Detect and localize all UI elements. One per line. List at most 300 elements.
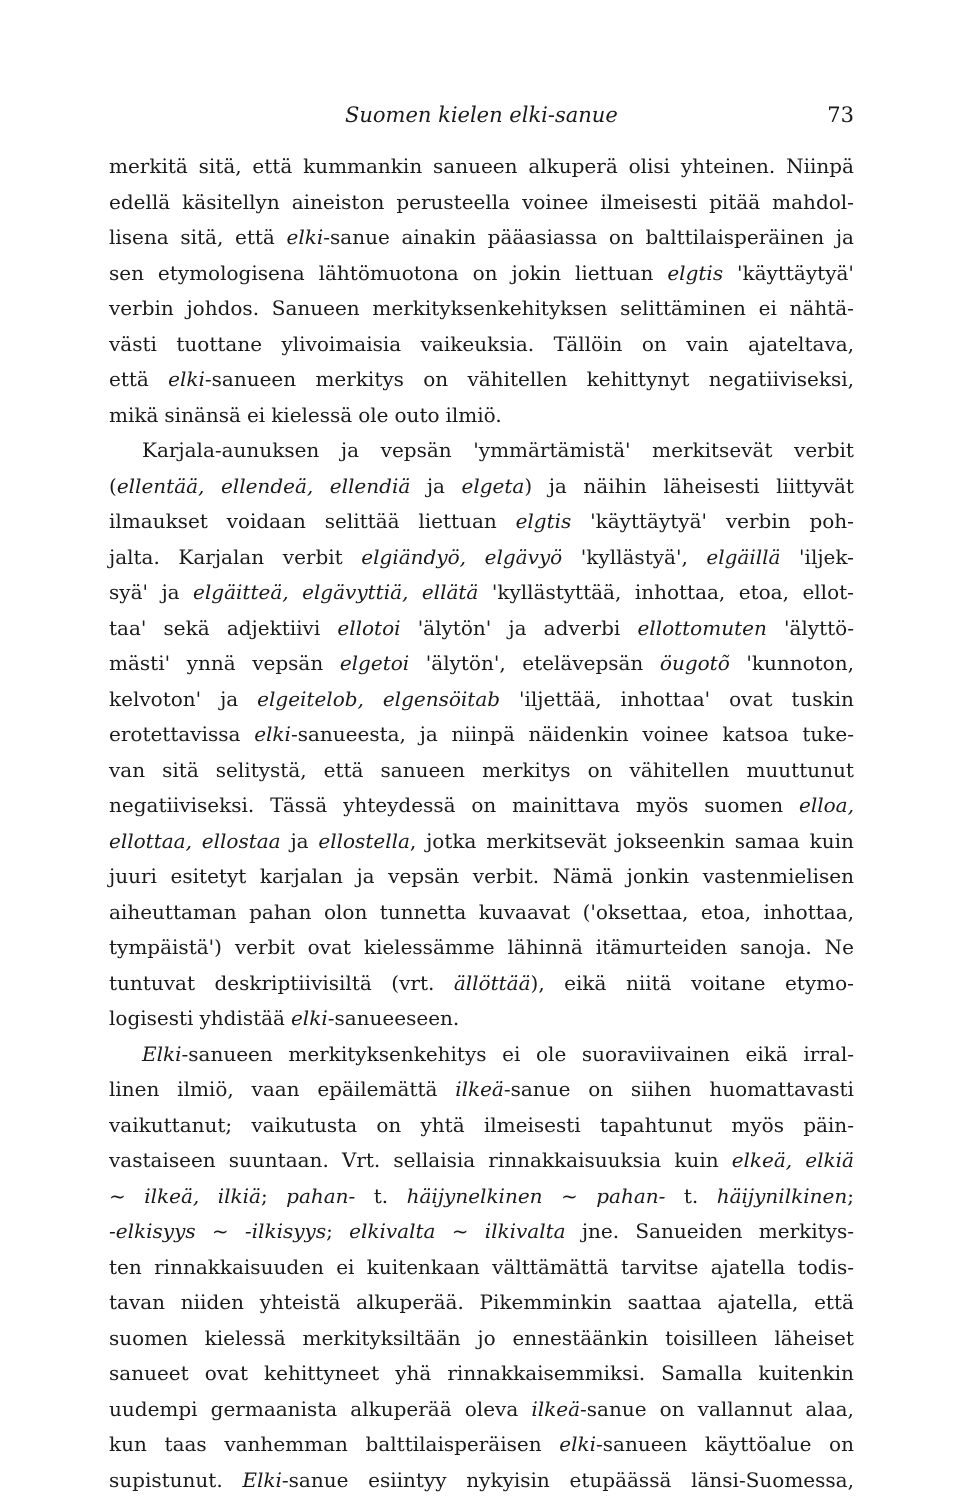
word: perusteella	[396, 189, 511, 214]
word: inhottaa,	[634, 580, 726, 604]
word-part: elki	[559, 1432, 596, 1456]
word: yhtä	[420, 1112, 465, 1137]
word: elgävyö	[484, 544, 563, 569]
word: länsi-Suomessa,	[691, 1467, 854, 1492]
text-line	[109, 185, 854, 221]
word-part: ),	[530, 970, 545, 995]
running-title: Suomen kielen elki-sanue	[345, 103, 618, 127]
word: vaikutusta	[251, 1112, 358, 1137]
word: tuskin	[791, 686, 854, 711]
word: samaa	[734, 828, 800, 853]
word: verbit.	[472, 864, 540, 888]
word-part: (	[109, 473, 117, 498]
word: uudempi	[109, 1396, 198, 1421]
word: 'kyllästyä',	[580, 544, 688, 569]
word: yhdistää	[199, 1006, 285, 1030]
text-line	[109, 504, 854, 540]
word: vastenmielisen	[702, 864, 854, 888]
word: 'käyttäytyä'	[737, 260, 854, 285]
word: etymo-	[784, 970, 854, 995]
word: ellottaa,	[109, 828, 192, 853]
word: että	[814, 1290, 854, 1314]
word: läheiset	[774, 1325, 854, 1350]
word: pitää	[709, 189, 761, 214]
word: merkityksiltään	[302, 1325, 461, 1350]
word: t.	[683, 1183, 699, 1208]
word: germaanista	[210, 1396, 338, 1421]
word: ei	[758, 296, 777, 320]
word: Niinpä	[786, 154, 854, 178]
word: ellendeä,	[220, 473, 314, 498]
word	[717, 1179, 854, 1215]
word: merkityksenkehitys	[288, 1041, 487, 1066]
word: Karjalan	[178, 544, 265, 569]
text-line	[109, 859, 854, 895]
text-line	[109, 540, 854, 576]
word: ja	[508, 615, 527, 640]
word: lähtömuotona	[318, 260, 459, 285]
word: ei	[336, 1254, 355, 1279]
word: on	[471, 793, 497, 817]
word: selittää	[324, 509, 400, 533]
word-part: häijynilkinen	[716, 1183, 848, 1208]
word: etupäässä	[569, 1467, 672, 1492]
word-part: ;	[847, 1183, 854, 1208]
word: juuri	[109, 864, 157, 888]
text-line	[109, 824, 854, 860]
word: nykyisin	[466, 1467, 550, 1492]
word: elgäitteä,	[193, 580, 289, 604]
word: oleva	[464, 1396, 519, 1421]
word: huomattavasti	[709, 1077, 854, 1101]
word: ~	[561, 1183, 578, 1208]
word: deskriptiivisiltä	[214, 970, 372, 995]
word: Sanueiden	[635, 1219, 743, 1243]
word: vanhemman	[224, 1432, 348, 1456]
word: on	[423, 367, 449, 391]
word	[559, 1427, 687, 1463]
word: myös	[731, 1112, 784, 1137]
word: jne.	[581, 1219, 620, 1243]
word: muuttunut	[746, 757, 854, 782]
word: esitetyt	[170, 864, 247, 888]
word: elkivalta	[349, 1219, 436, 1243]
word: todis-	[797, 1254, 854, 1279]
word	[168, 362, 296, 398]
word-part: )	[524, 473, 533, 498]
word: elgtis	[515, 509, 572, 533]
word-part: elki	[290, 1006, 328, 1030]
word: sitä,	[198, 154, 242, 178]
text-line	[109, 1037, 854, 1073]
text-line	[109, 291, 854, 327]
word: katsoa	[722, 722, 789, 746]
word: Samalla	[661, 1361, 743, 1385]
word: aiheuttaman	[109, 899, 237, 924]
word: elloa,	[799, 793, 854, 817]
word: tavan	[109, 1290, 166, 1314]
word: selittäminen	[620, 296, 746, 320]
text-line	[109, 398, 854, 434]
word-part: -sanueen	[181, 1041, 273, 1066]
word: karjalan	[259, 864, 343, 888]
word	[242, 1463, 348, 1499]
word: sanueen	[380, 757, 466, 782]
word: että	[252, 154, 293, 178]
word: ja	[161, 580, 180, 604]
word: 'älytön'	[417, 615, 492, 640]
word	[531, 1392, 646, 1428]
word: ajateltava,	[748, 331, 854, 356]
word: jokseenkin	[616, 828, 725, 853]
word: jotka	[426, 828, 477, 853]
word: kuvaavat	[478, 899, 571, 924]
word-part: ilkeä	[531, 1396, 581, 1421]
word: kuin	[674, 1148, 719, 1172]
word: kummankin	[303, 154, 423, 178]
word: elgtis	[667, 260, 724, 285]
text-line	[109, 1427, 854, 1463]
word: elkeä,	[731, 1148, 793, 1172]
text-line	[109, 1072, 854, 1108]
word: pääasiassa	[487, 225, 598, 249]
word: häijynelkinen	[406, 1183, 543, 1208]
word: ellotoi	[337, 615, 401, 640]
text-line	[109, 575, 854, 611]
word: mahdol-	[772, 189, 854, 214]
word: ja	[548, 473, 567, 498]
word-part: -sanue	[323, 225, 390, 249]
word: on	[587, 757, 613, 782]
word: jalta.	[109, 544, 160, 569]
word-part: ellentää,	[116, 473, 205, 498]
text-line	[109, 433, 854, 469]
word: itämurteiden	[595, 935, 728, 959]
text-line	[109, 362, 854, 398]
word: että	[109, 367, 149, 391]
word: Sanueen	[271, 296, 360, 320]
word: aineiston	[291, 189, 385, 214]
word	[254, 717, 406, 753]
word: ainakin	[401, 225, 476, 249]
word: ilkivalta	[484, 1219, 566, 1243]
word: vepsän	[388, 864, 460, 888]
word: merkitys-	[758, 1219, 854, 1243]
text-line	[109, 682, 854, 718]
text-line	[109, 1001, 854, 1037]
word: ovat	[307, 935, 351, 959]
word: käsitellyn	[182, 189, 280, 214]
word: yhteydessä	[343, 793, 456, 817]
word-part: ;	[326, 1219, 333, 1243]
word: ja	[356, 864, 375, 888]
word: ole	[536, 1041, 567, 1066]
word: on	[376, 1112, 402, 1137]
text-line	[109, 327, 854, 363]
word: vepsän	[252, 651, 324, 675]
word: adverbi	[543, 615, 621, 640]
word: vallannut	[697, 1396, 793, 1421]
word: vastaiseen	[109, 1148, 216, 1172]
word: (vrt.	[391, 970, 435, 995]
word: johdos.	[186, 296, 260, 320]
word-part: Elki	[242, 1467, 282, 1492]
word	[218, 1179, 268, 1215]
word: verbin	[725, 509, 791, 533]
text-line	[109, 1179, 854, 1215]
word: elgensöitab	[382, 686, 501, 711]
word: ja	[835, 225, 854, 249]
word: välttämättä	[492, 1254, 609, 1279]
word: elgävyttiä,	[302, 580, 409, 604]
word: vain	[686, 331, 729, 356]
word: 'älyttö-	[783, 615, 854, 640]
word: ynnä	[186, 651, 236, 675]
word: kun	[109, 1432, 147, 1456]
word	[245, 1214, 333, 1250]
word: verbit	[282, 544, 343, 569]
word: kielessä	[271, 402, 353, 427]
word: merkitys	[315, 367, 404, 391]
word-part: -sanueesta,	[290, 722, 406, 746]
word: mikä	[109, 402, 159, 427]
word: jo	[477, 1325, 496, 1350]
word: merkitys	[482, 757, 571, 782]
word: lisena	[109, 225, 169, 249]
word-part: elki	[168, 367, 205, 391]
word: etoa,	[700, 899, 752, 924]
word-part: elki	[254, 722, 291, 746]
text-line	[109, 1143, 854, 1179]
word: negatiiviseksi,	[708, 367, 854, 391]
word	[142, 1037, 273, 1073]
word-part: -ilkisyys	[244, 1219, 327, 1243]
word: Tässä	[270, 793, 328, 817]
word: esiintyy	[368, 1467, 447, 1492]
word: olisi	[628, 154, 671, 178]
word: saattaa	[627, 1290, 702, 1314]
word: verbin	[109, 296, 174, 320]
word: verbit	[234, 935, 295, 959]
word: elkiä	[805, 1148, 854, 1172]
word: etelävepsän	[522, 651, 644, 675]
page-number: 73	[827, 103, 854, 127]
word: öugotõ	[659, 651, 730, 675]
word: eikä	[564, 970, 607, 995]
word: edellä	[109, 189, 171, 214]
word: inhottaa'	[620, 686, 711, 711]
word-part: ilkeä	[455, 1077, 504, 1101]
word: rinnakkaisuuden	[154, 1254, 324, 1279]
word: voitane	[691, 970, 766, 995]
body-text	[109, 149, 854, 1498]
word-part: elgeta	[461, 473, 525, 498]
word: on	[659, 1396, 685, 1421]
word: kuin	[809, 828, 854, 853]
word	[109, 469, 204, 505]
word: käyttöalue	[704, 1432, 812, 1456]
word: merkitsevät	[652, 438, 773, 462]
word-part: elki	[286, 225, 324, 249]
word-part: -sanue	[580, 1396, 647, 1421]
word: ilmiö.	[445, 402, 502, 427]
word-part: ilkiä	[217, 1183, 261, 1208]
word: niiden	[180, 1290, 244, 1314]
word: niitä	[625, 970, 672, 995]
word: ellot-	[802, 580, 854, 604]
word: Karjala-aunuksen	[142, 438, 320, 462]
text-line	[109, 1463, 854, 1499]
word: merkitsevät	[486, 828, 607, 853]
word: logisesti	[109, 1006, 194, 1030]
word: kehittyneet	[264, 1361, 380, 1385]
word	[455, 1072, 570, 1108]
word: yhä	[395, 1361, 432, 1385]
text-line	[109, 1250, 854, 1286]
text-line	[109, 256, 854, 292]
word: ennestäänkin	[512, 1325, 649, 1350]
word: mästi'	[109, 651, 171, 675]
word: näidenkin	[528, 722, 629, 746]
word: vähitellen	[629, 757, 730, 782]
word: kehittynyt	[586, 367, 690, 391]
word-part: -sanue	[503, 1077, 571, 1101]
word: näihin	[583, 473, 647, 498]
word: erotettavissa	[109, 722, 241, 746]
word: ei	[246, 402, 266, 427]
book-page	[109, 0, 854, 1501]
text-line	[109, 1108, 854, 1144]
word: ilkeä,	[144, 1183, 200, 1208]
word: kelvoton'	[109, 686, 202, 711]
word: sellaisia	[393, 1148, 476, 1172]
word-part: ;	[260, 1183, 268, 1208]
word: ei	[502, 1041, 521, 1066]
word	[462, 469, 533, 505]
word: 'ymmärtämistä'	[473, 438, 631, 462]
word: ~	[211, 1219, 229, 1243]
word: Vrt.	[341, 1148, 381, 1172]
word: 'iljek-	[799, 544, 854, 569]
word: balttilaisperäisen	[365, 1432, 542, 1456]
word: supistunut.	[109, 1467, 223, 1492]
word: olon	[323, 899, 368, 924]
word: t.	[373, 1183, 389, 1208]
word: alkuperää	[350, 1396, 452, 1421]
word: ovat	[729, 686, 773, 711]
word: ja	[426, 473, 445, 498]
word: ylivoimaisia	[281, 331, 402, 356]
word: ellostaa	[201, 828, 281, 853]
word: etymologisena	[157, 260, 305, 285]
running-header	[109, 100, 854, 130]
word: elgäillä	[706, 544, 781, 569]
text-line	[109, 895, 854, 931]
word-part: -sanueen	[204, 367, 297, 391]
word: poh-	[809, 509, 854, 533]
word	[454, 966, 545, 1002]
word: adjektiivi	[226, 615, 321, 640]
word: että	[235, 225, 275, 249]
word: ajatella,	[717, 1290, 799, 1314]
word: sen	[109, 260, 144, 285]
word-part: -sanueen	[596, 1432, 688, 1456]
word: vepsän	[380, 438, 452, 462]
word: Nämä	[552, 864, 614, 888]
word: 'kunnoton,	[746, 651, 854, 675]
word: tuntuvat	[109, 970, 195, 995]
word: västi	[109, 331, 157, 356]
word	[318, 824, 416, 860]
word: ilmiö,	[177, 1077, 234, 1101]
word-part: Elki	[142, 1041, 182, 1066]
text-line	[109, 1285, 854, 1321]
word: Tällöin	[553, 331, 623, 356]
word: yhteistä	[259, 1290, 341, 1314]
word: on	[472, 260, 498, 285]
word: liettuan	[418, 509, 497, 533]
word: epäilemättä	[317, 1077, 438, 1101]
word: ovat	[204, 1361, 248, 1385]
word: ~	[109, 1183, 126, 1208]
text-line	[109, 149, 854, 185]
word: suoraviivainen	[581, 1041, 730, 1066]
word: outo	[394, 402, 440, 427]
word: alkuperää.	[356, 1290, 464, 1314]
word: -elkisyys	[109, 1219, 196, 1243]
word: balttilaisperäinen	[645, 225, 825, 249]
word: jokin	[511, 260, 562, 285]
word: on	[588, 1077, 614, 1101]
text-line	[109, 966, 854, 1002]
word: alkuperä	[528, 154, 618, 178]
word: ja	[340, 438, 360, 462]
word: sanoja.	[740, 935, 812, 959]
word: voinee	[642, 722, 709, 746]
word: ~	[451, 1219, 469, 1243]
word: myös	[635, 793, 689, 817]
word: taa'	[109, 615, 147, 640]
text-line	[109, 611, 854, 647]
word	[287, 220, 390, 256]
word: pahan	[249, 899, 312, 924]
word: etoa,	[738, 580, 789, 604]
word: ellendiä	[329, 473, 411, 498]
word: ilmaukset	[109, 509, 208, 533]
word: ellätä	[421, 580, 479, 604]
word: siihen	[630, 1077, 692, 1101]
word: elgetoi	[339, 651, 410, 675]
word: kielessä	[204, 1325, 286, 1350]
word: elgiändyö,	[361, 544, 467, 569]
word: ja	[220, 686, 239, 711]
word: negatiiviseksi.	[109, 793, 255, 817]
word: rinnakkaisemmiksi.	[447, 1361, 646, 1385]
word: sanueet	[109, 1361, 189, 1385]
word: on	[829, 1432, 854, 1456]
word: on	[641, 331, 667, 356]
word-part: -sanue	[281, 1467, 349, 1492]
word: syä'	[109, 580, 148, 604]
word: sitä,	[180, 225, 224, 249]
text-line	[109, 717, 854, 753]
word: suomen	[109, 1325, 188, 1350]
text-line	[109, 646, 854, 682]
word: rinnakkaisuuksia	[488, 1148, 662, 1172]
word: ja	[419, 722, 438, 746]
word: 'kyllästyttää,	[491, 580, 622, 604]
word: linen	[109, 1077, 160, 1101]
